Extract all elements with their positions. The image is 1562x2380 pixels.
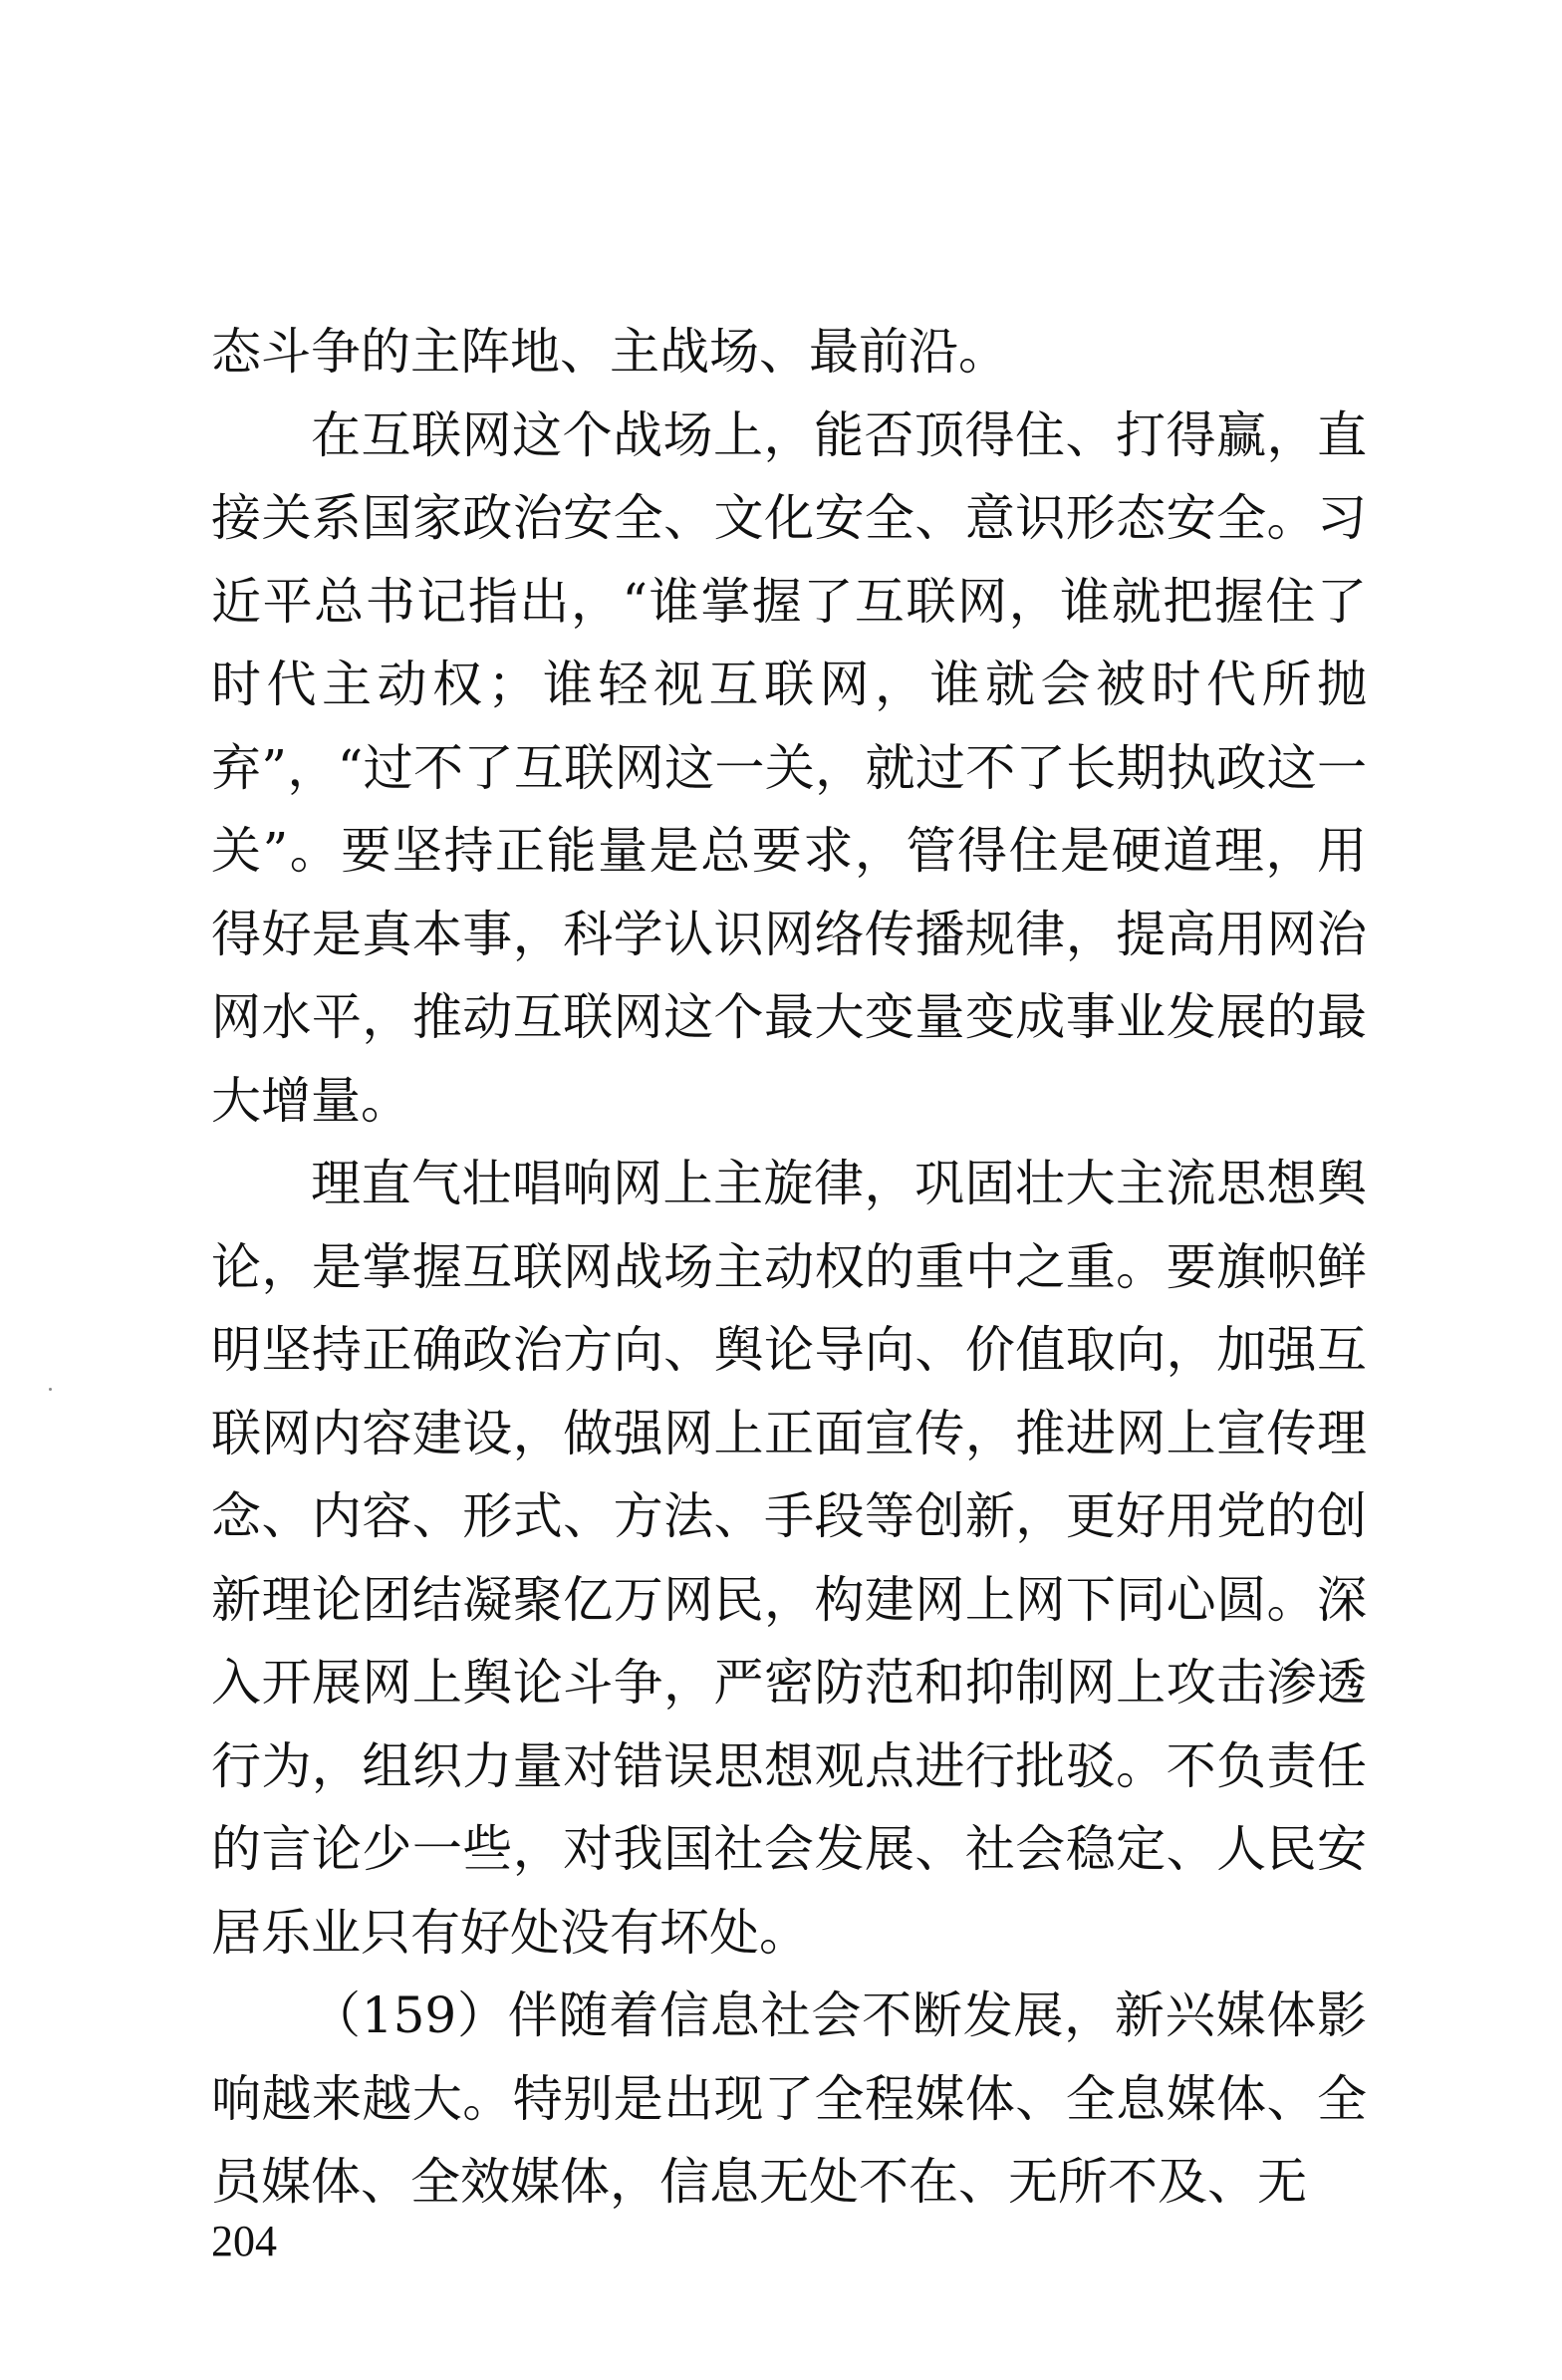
body-text <box>211 311 1367 2225</box>
paragraph-159-new-media: （159）伴随着信息社会不断发展，新兴媒体影响越来越大。特别是出现了全程媒体、全息媒体、全员媒体、全效媒体，信息无处不在、无所不及、无 <box>211 1986 1367 2211</box>
margin-speck <box>49 1388 52 1391</box>
paragraph-continuation: 态斗争的主阵地、主战场、最前沿。 <box>211 323 1008 381</box>
paragraph-internet-battlefield: 在互联网这个战场上，能否顶得住、打得赢，直接关系国家政治安全、文化安全、意识形态安全。习近平总书记指出，“谁掌握了互联网，谁就把握住了时代主动权；谁轻视互联网，谁就会被时代所抛弃”，“过不了互联网这一关，就过不了长期执政这一关”。要坚持正能量是总要求，管得住是硬道理，用得好是真本事，科学认识网络传播规律，提高用网治网水平，推动互联网这个最大变量变成事业发展的最大增量。 <box>211 405 1367 1130</box>
paragraph-main-melody: 理直气壮唱响网上主旋律，巩固壮大主流思想舆论，是掌握互联网战场主动权的重中之重。要旗帜鲜明坚持正确政治方向、舆论导向、价值取向，加强互联网内容建设，做强网上正面宣传，推进网上宣传理念、内容、形式、方法、手段等创新，更好用党的创新理论团结凝聚亿万网民，构建网上网下同心圆。深入开展网上舆论斗争，严密防范和抑制网上攻击渗透行为，组织力量对错误思想观点进行批驳。不负责任的言论少一些，对我国社会发展、社会稳定、人民安居乐业只有好处没有坏处。 <box>211 1155 1367 1962</box>
page-number: 204 <box>211 2217 277 2265</box>
